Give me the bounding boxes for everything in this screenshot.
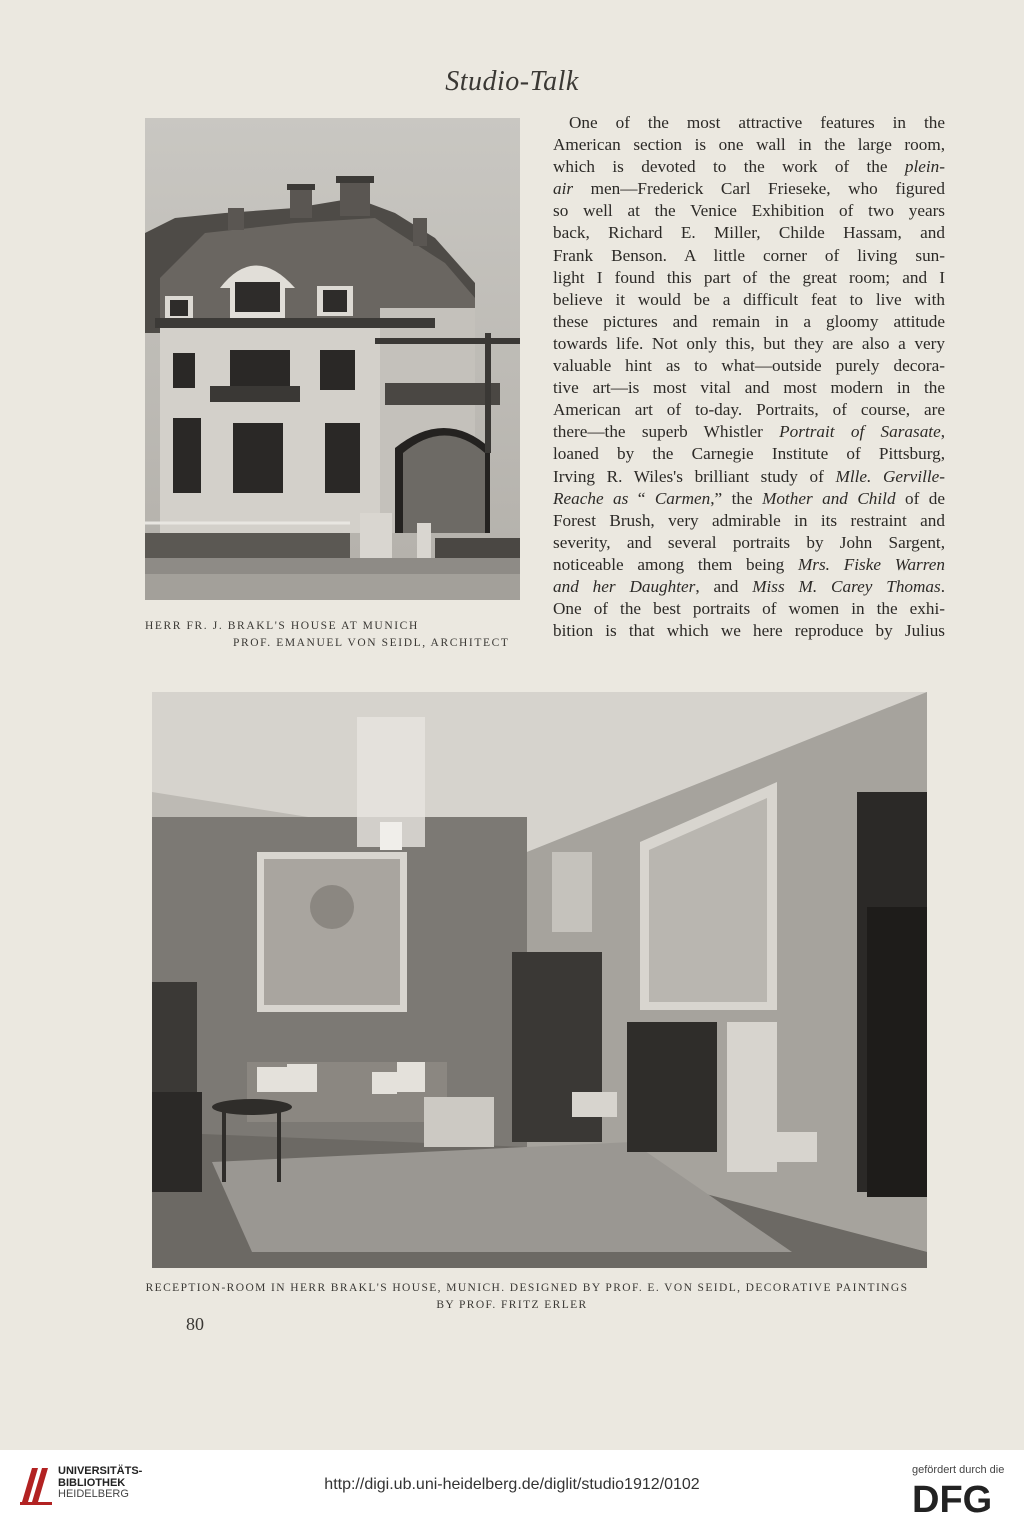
library-name-line-3: HEIDELBERG bbox=[58, 1488, 129, 1500]
dfg-logo-text: DFG bbox=[912, 1479, 993, 1518]
body-text-segment: One of the most attractive features in the bbox=[569, 113, 945, 132]
body-text-segment: of de bbox=[895, 488, 945, 508]
italic-title-segment: air bbox=[553, 179, 574, 199]
digitization-footer bbox=[0, 1450, 1024, 1528]
body-text-line bbox=[553, 576, 945, 598]
italic-title-segment: and her Daughter bbox=[553, 576, 696, 596]
body-text-line bbox=[553, 156, 945, 178]
body-text-line bbox=[553, 443, 945, 465]
body-text-segment: there—the superb Whistler bbox=[553, 422, 780, 442]
body-text-segment: noticeable among them being bbox=[553, 554, 798, 574]
body-text-segment: light I found this part of the great room; and I bbox=[553, 267, 945, 287]
body-text-segment: men—Frederick Carl Frieseke, who figured bbox=[573, 179, 945, 199]
body-text-segment: towards life. Not only this, but they are also a very bbox=[553, 333, 945, 353]
body-text-segment: “ bbox=[628, 488, 655, 508]
body-text-segment: ,” the bbox=[710, 488, 763, 508]
italic-title-segment: Portrait of Sarasate bbox=[779, 422, 941, 442]
italic-title-segment: plein- bbox=[904, 157, 945, 177]
body-text-segment: American section is one wall in the large room, bbox=[553, 135, 945, 155]
reception-room-photograph bbox=[152, 692, 927, 1268]
permalink-url[interactable]: http://digi.ub.uni-heidelberg.de/diglit/studio1912/0102 bbox=[324, 1476, 700, 1493]
body-text-line bbox=[553, 554, 945, 576]
house-photograph bbox=[145, 118, 520, 600]
body-text-segment: bition is that which we here reproduce by Julius bbox=[553, 621, 945, 641]
house-caption-line-2: PROF. EMANUEL VON SEIDL, ARCHITECT bbox=[233, 637, 510, 649]
body-text-segment: Forest Brush, very admirable in its restraint and bbox=[553, 510, 945, 530]
body-text-line bbox=[553, 222, 945, 244]
body-text-segment: , and bbox=[695, 576, 753, 596]
body-text-line bbox=[553, 112, 945, 134]
body-text-line bbox=[553, 289, 945, 311]
body-text-segment: so well at the Venice Exhibition of two years bbox=[553, 201, 945, 221]
body-text-line bbox=[553, 355, 945, 377]
body-text-segment: , bbox=[940, 422, 946, 442]
body-text-segment: tive art—is most vital and most modern in the bbox=[553, 378, 945, 398]
body-text-line bbox=[553, 598, 945, 620]
body-text-segment: valuable hint as to what—outside purely decora- bbox=[553, 356, 945, 376]
running-title: Studio-Talk bbox=[445, 66, 579, 97]
body-text-segment: American art of to-day. Portraits, of course, are bbox=[553, 400, 945, 420]
library-name-line-1: UNIVERSITÄTS- bbox=[58, 1465, 143, 1477]
body-text-segment: which is devoted to the work of the bbox=[553, 157, 905, 177]
body-text-line bbox=[553, 399, 945, 421]
house-illustration bbox=[145, 118, 520, 600]
body-text-line bbox=[553, 421, 945, 443]
body-text-line bbox=[553, 510, 945, 532]
body-text-line bbox=[553, 245, 945, 267]
body-text-line bbox=[553, 333, 945, 355]
body-text-line bbox=[553, 532, 945, 554]
body-text-segment: Frank Benson. A little corner of living sun- bbox=[553, 245, 945, 265]
body-text-segment: One of the best portraits of women in the exhi- bbox=[553, 599, 945, 619]
body-text-segment: . bbox=[940, 576, 945, 596]
body-text-segment: these pictures and remain in a gloomy attitude bbox=[553, 311, 945, 331]
body-text-line bbox=[553, 134, 945, 156]
house-caption-line-1: HERR FR. J. BRAKL'S HOUSE AT MUNICH bbox=[145, 620, 419, 632]
body-text-line bbox=[553, 311, 945, 333]
body-text-line bbox=[553, 488, 945, 510]
italic-title-segment: Mlle. Gerville- bbox=[835, 466, 945, 486]
italic-title-segment: Mother and Child bbox=[762, 488, 896, 508]
body-text-segment: loaned by the Carnegie Institute of Pittsburg, bbox=[553, 444, 945, 464]
body-text-segment: Irving R. Wiles's brilliant study of bbox=[553, 466, 836, 486]
page-number: 80 bbox=[186, 1314, 204, 1334]
italic-title-segment: Miss M. Carey Thomas bbox=[752, 576, 941, 596]
italic-title-segment: Mrs. Fiske Warren bbox=[797, 554, 946, 574]
body-text-line bbox=[553, 466, 945, 488]
library-name-line-2: BIBLIOTHEK bbox=[58, 1476, 126, 1489]
funding-label: gefördert durch die bbox=[912, 1464, 1005, 1476]
body-text-line bbox=[553, 200, 945, 222]
body-text-line bbox=[553, 267, 945, 289]
reception-room-illustration bbox=[152, 692, 927, 1268]
italic-title-segment: Reache as bbox=[553, 488, 629, 508]
dfg-logo-icon bbox=[912, 1478, 1012, 1518]
body-text-segment: believe it would be a difficult feat to live with bbox=[553, 289, 945, 309]
body-text-line bbox=[553, 178, 945, 200]
article-body-text bbox=[553, 112, 945, 642]
room-caption-line-2: BY PROF. FRITZ ERLER bbox=[436, 1299, 588, 1311]
italic-title-segment: Carmen bbox=[654, 488, 711, 508]
room-caption-line-1: RECEPTION-ROOM IN HERR BRAKL'S HOUSE, MUNICH. DESIGNED BY PROF. E. VON SEIDL, DECORATIVE PAINTINGS bbox=[145, 1282, 909, 1294]
body-text-segment: severity, and several portraits by John Sargent, bbox=[553, 532, 945, 552]
body-text-segment: back, Richard E. Miller, Childe Hassam, and bbox=[553, 223, 945, 243]
body-text-line bbox=[553, 377, 945, 399]
body-text-line bbox=[553, 620, 945, 642]
